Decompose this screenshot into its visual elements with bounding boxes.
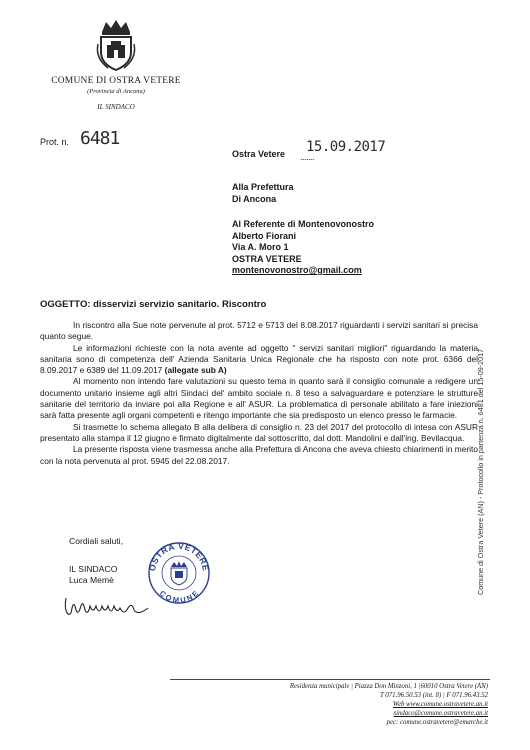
municipal-crest-icon bbox=[94, 18, 138, 72]
recipient-line: OSTRA VETERE bbox=[232, 253, 302, 264]
recipient-line: Alla Prefettura bbox=[232, 182, 294, 192]
body-paragraph bbox=[40, 343, 478, 377]
recipient-line: Alberto Fiorani bbox=[232, 230, 297, 241]
recipient-referente bbox=[232, 219, 374, 277]
recipient-line: Via A. Moro 1 bbox=[232, 242, 289, 252]
stamp-bottom-text: COMUNE bbox=[157, 588, 201, 605]
recipient-line: Al Referente di Montenovonostro bbox=[232, 219, 375, 229]
stamp-crest-icon bbox=[171, 561, 187, 585]
svg-text:COMUNE bbox=[158, 589, 201, 605]
footer-website-link[interactable]: Web www.comune.ostravetere.an.it bbox=[392, 701, 488, 708]
recipient-line: Di Ancona bbox=[232, 193, 277, 204]
letter-body bbox=[40, 320, 478, 467]
date-value: 15.09.2017 bbox=[306, 139, 386, 155]
date-dots: ....... bbox=[300, 152, 315, 162]
footer-pec-link[interactable]: pec: comune.ostravetere@emarche.it bbox=[386, 719, 488, 726]
footer-phone: T 071.96.50.53 (int. 8) | F 071.96.43.52 bbox=[379, 692, 488, 699]
protocol-label: Prot. n. bbox=[40, 137, 70, 147]
municipal-stamp bbox=[146, 540, 212, 606]
footer-divider bbox=[170, 679, 490, 680]
handwritten-signature bbox=[62, 592, 152, 618]
footer-address: Residenza municipale | Piazza Don Minzoni, 1 |60010 Ostra Vetere (AN) bbox=[289, 683, 488, 690]
body-paragraph: Al momento non intendo fare valutazioni su questo tema in quanto sarà il consiglio comunale a redigere un documento unitario insieme agli altri Sindaci del' ambito sociale n. 8 teso a salvaguardare e potenziare le strutture sanitarie del territorio da inviare poi alla Regione e all' ASUR. La problematica di personale abilitato a fare iniezioni sarà fatta presente agli organi competenti e ritengo importante che sia predisposto un elenco presso le farmacie. bbox=[40, 376, 478, 421]
signer-name: Luca Memè bbox=[69, 575, 114, 585]
body-paragraph: In riscontro alla Sue note pervenute al prot. 5712 e 5713 del 8.08.2017 riguardanti i servizi sanitari si precisa quanto segue. bbox=[40, 320, 478, 342]
office-label: IL SINDACO bbox=[97, 103, 135, 111]
svg-text:OSTRA VETERE bbox=[147, 541, 211, 572]
protocol-side-note: Comune di Ostra Vetere (AN) - Protocollo in partenza n. 6481 del 15-09-2017 bbox=[476, 348, 485, 595]
recipient-email-link[interactable]: montenovonostro@gmail.com bbox=[232, 265, 362, 275]
date-place: Ostra Vetere bbox=[232, 149, 286, 159]
signer-title: IL SINDACO bbox=[69, 564, 118, 574]
protocol-number: 6481 bbox=[80, 128, 120, 149]
body-paragraph: La presente risposta viene trasmessa anche alla Prefettura di Ancona che aveva chiesto chiarimenti in merito con la nota pervenuta al prot. 5945 del 22.08.2017. bbox=[40, 444, 478, 466]
body-paragraph: Si trasmette lo schema allegato B alla delibera di consiglio n. 23 del 2017 del protocollo di intesa con ASUR presentato alla stampa il 12 giugno e firmato digitalmente dal sottoscritto, dal dott. Mandolini e dall'ing. Bevilacqua. bbox=[40, 421, 478, 443]
attachment-note: (allegate sub A) bbox=[164, 365, 227, 376]
stamp-top-text: OSTRA VETERE bbox=[146, 540, 212, 572]
recipient-prefettura bbox=[232, 182, 294, 205]
comune-name: COMUNE DI OSTRA VETERE bbox=[51, 76, 181, 86]
provincia-label: (Provincia di Ancona) bbox=[87, 88, 145, 95]
footer-email-link[interactable]: sindaco@comune.ostravetere.an.it bbox=[393, 710, 488, 717]
body-paragraph-text: Le informazioni richieste con la nota avente ad oggetto " servizi sanitari migliori" riguardando la materia sanitaria sono di competenza dell' Azienda Sanitaria Unica Regionale che ha risposto con note prot. 6366 del 8.09.2017 e 6389 del 11.09.2017 bbox=[40, 342, 478, 376]
closing-greeting: Cordiali saluti, bbox=[69, 536, 123, 546]
subject-line: OGGETTO: disservizi servizio sanitario. Riscontro bbox=[40, 299, 267, 310]
